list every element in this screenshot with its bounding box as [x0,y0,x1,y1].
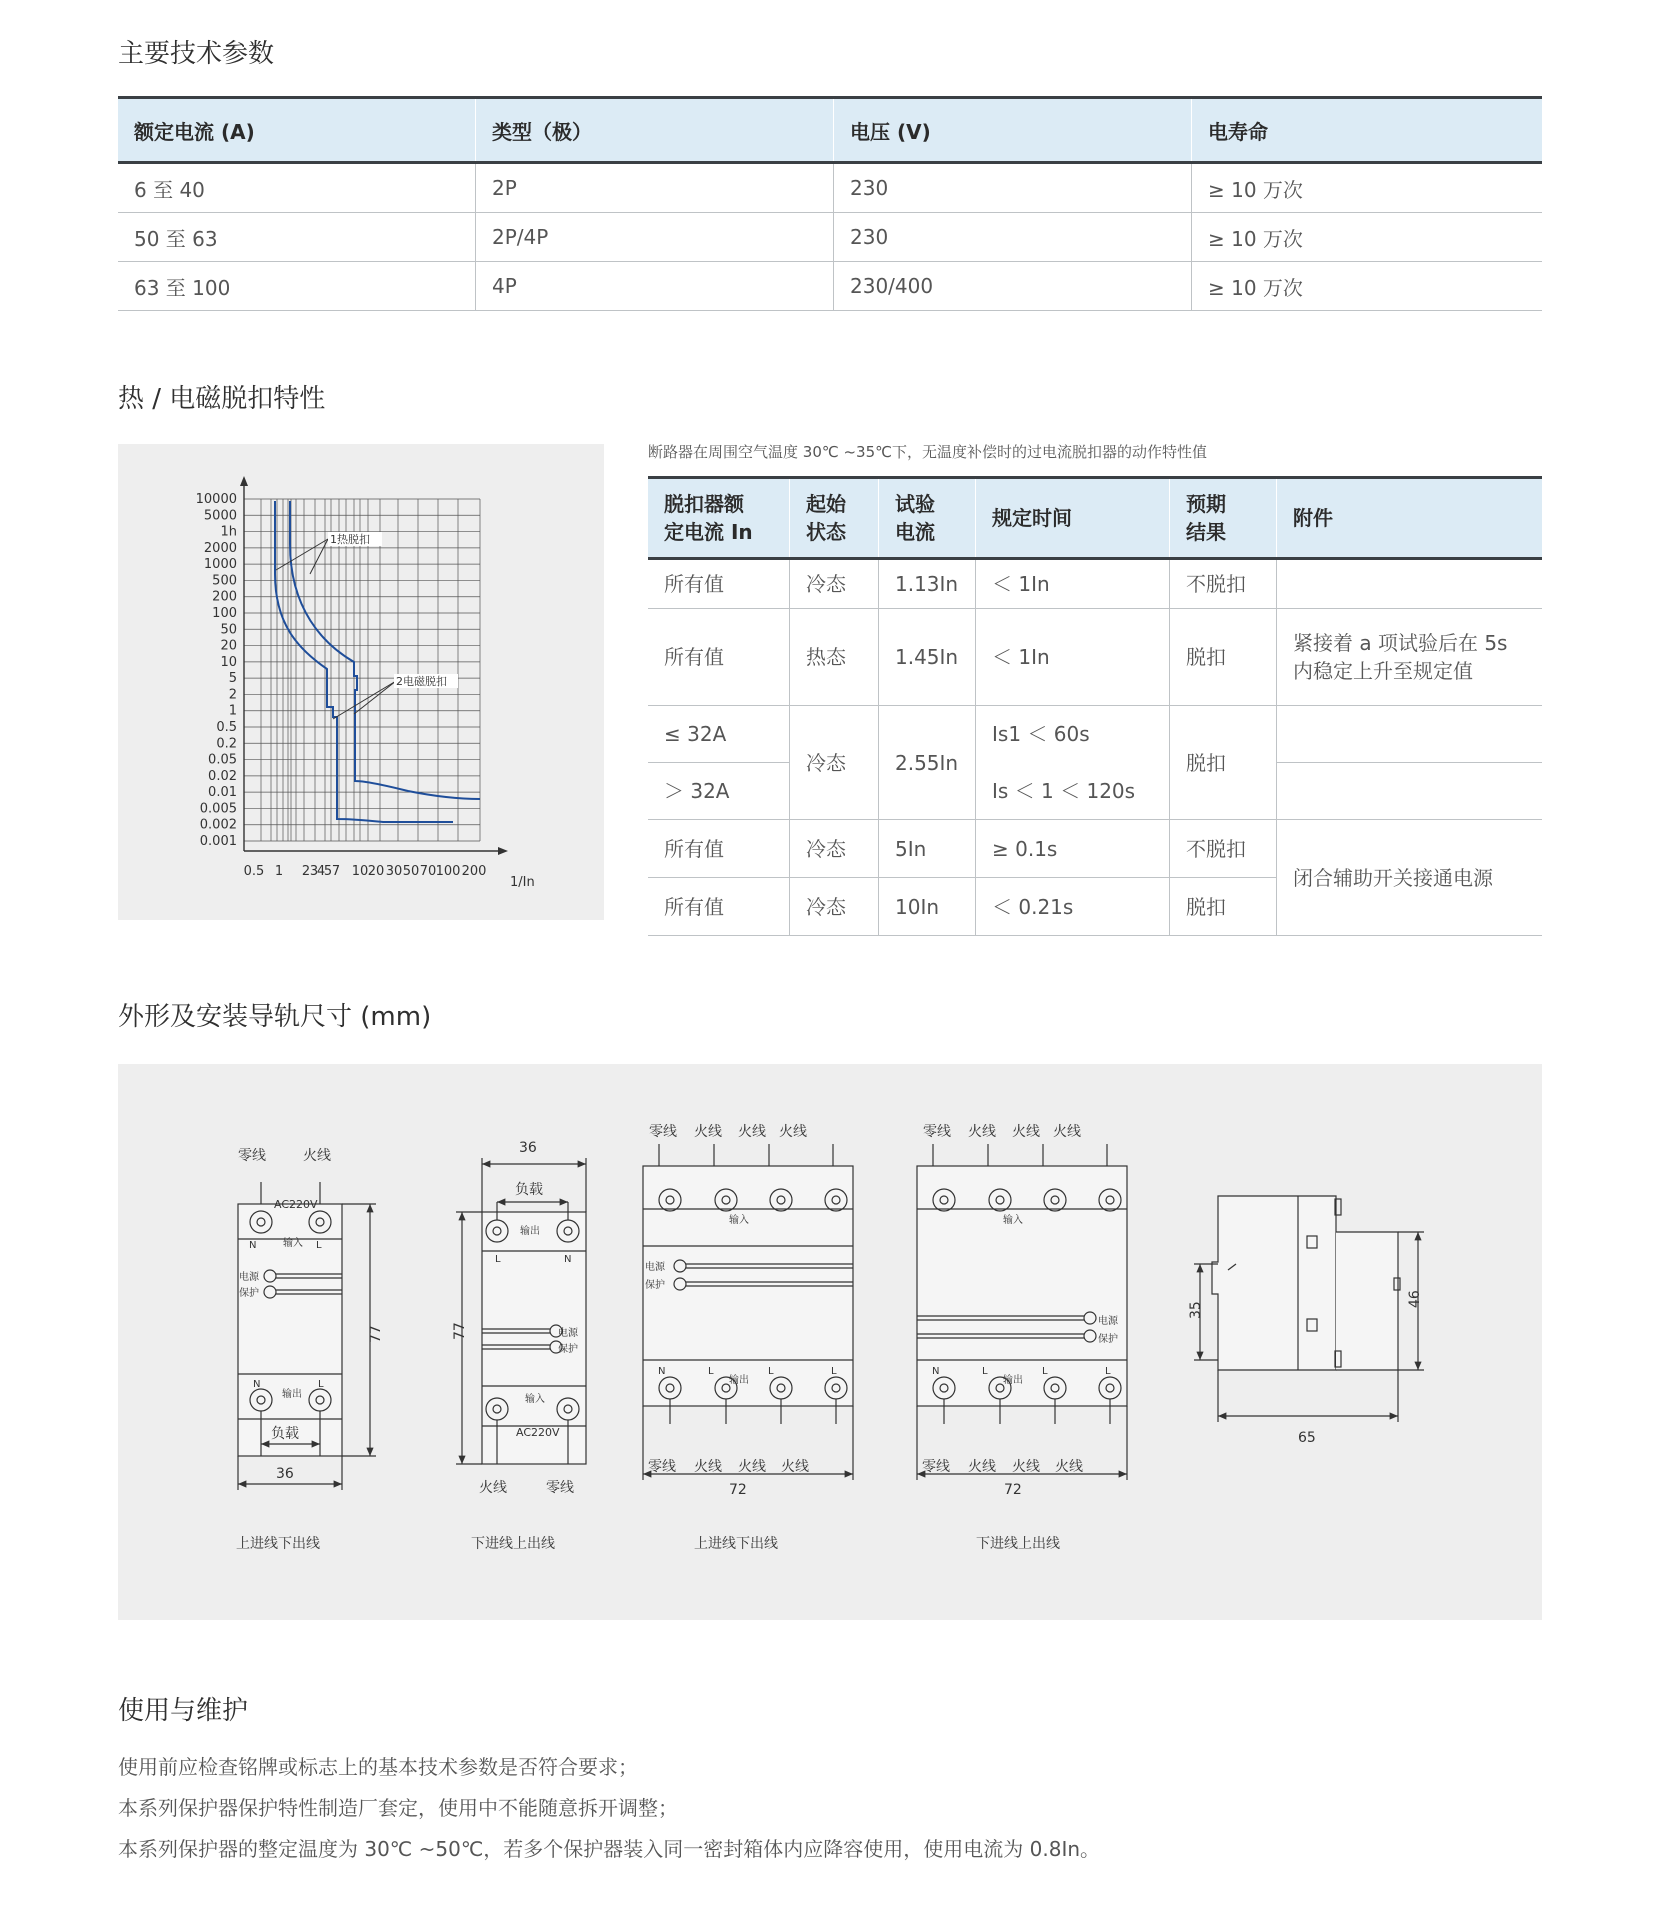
svg-text:负载: 负载 [515,1182,543,1198]
svg-text:L: L [318,1379,324,1390]
table-cell: 2P/4P [476,213,834,262]
svg-text:L: L [708,1366,714,1377]
y-tick-label: 0.002 [199,817,237,833]
svg-text:下进线上出线: 下进线上出线 [471,1536,555,1552]
svg-text:35: 35 [1188,1301,1204,1319]
trip-header-test: 试验 电流 [879,478,976,559]
table-cell: 热态 [790,609,879,706]
svg-text:保护: 保护 [239,1288,259,1299]
svg-text:火线: 火线 [779,1124,807,1140]
svg-text:36: 36 [276,1466,294,1482]
svg-text:电源: 电源 [558,1328,578,1339]
y-tick-label: 0.5 [216,720,237,735]
svg-text:输入: 输入 [525,1394,545,1405]
table-cell: 不脱扣 [1170,559,1277,609]
y-tick-label: 100 [212,606,237,621]
y-tick-label: 0.001 [199,834,237,849]
svg-text:77: 77 [452,1322,468,1340]
spec-table [118,96,1542,311]
table-cell: 10In [879,878,976,936]
svg-text:46: 46 [1407,1290,1423,1308]
table-row [648,559,1542,609]
x-tick-label: 1 [274,864,284,879]
svg-text:AC220V: AC220V [516,1426,560,1439]
drawing-side-view [1194,1196,1424,1422]
y-tick-label: 0.02 [208,768,237,784]
svg-text:L: L [1105,1366,1111,1377]
table-cell: ＜ 1In [976,559,1170,609]
svg-text:火线: 火线 [479,1480,507,1496]
x-tick-label: 200 [461,864,487,879]
y-tick-label: 500 [212,573,237,589]
y-tick-label: 2000 [203,540,237,556]
usage-line-2: 本系列保护器保护特性制造厂套定，使用中不能随意拆开调整； [118,1796,678,1820]
table-row [648,820,1542,878]
y-tick-label: 0.01 [208,785,237,801]
svg-text:负载: 负载 [271,1426,299,1442]
y-tick-label: 10 [220,654,237,670]
x-tick-label: 100 [435,864,461,879]
svg-text:保护: 保护 [1098,1334,1118,1345]
table-cell: ＞ 32A [648,763,790,820]
y-tick-label: 20 [220,638,237,654]
table-cell: ≤ 32A [648,706,790,763]
trip-curve-panel [118,444,604,920]
table-row [118,213,1542,262]
svg-text:L: L [316,1240,322,1251]
svg-text:保护: 保护 [558,1344,578,1355]
svg-text:零线: 零线 [923,1124,951,1140]
table-cell: 所有值 [648,559,790,609]
dimension-drawings-panel [118,1064,1542,1620]
svg-text:N: N [932,1366,940,1377]
svg-text:AC220V: AC220V [274,1198,318,1211]
drawing-4p-bottom-in [917,1144,1127,1480]
table-cell: 5In [879,820,976,878]
svg-text:零线: 零线 [238,1148,266,1164]
svg-text:火线: 火线 [1012,1124,1040,1140]
svg-text:72: 72 [729,1482,747,1498]
x-tick-label: 70 [419,864,437,879]
svg-text:火线: 火线 [968,1124,996,1140]
magnetic-leader-1 [333,681,396,719]
drawing-4p-top-in [643,1144,853,1480]
table-cell [1277,706,1543,763]
svg-text:火线: 火线 [738,1124,766,1140]
table-cell: 2.55In [879,706,976,820]
svg-text:火线: 火线 [1055,1459,1083,1475]
spec-header-type: 类型（极） [476,98,834,163]
svg-text:36: 36 [519,1140,537,1156]
svg-text:下进线上出线: 下进线上出线 [976,1536,1060,1552]
table-cell: 脱扣 [1170,878,1277,936]
svg-text:火线: 火线 [738,1459,766,1475]
svg-text:电源: 电源 [645,1262,665,1273]
table-cell: 1.45In [879,609,976,706]
y-tick-label: 1 [228,703,237,719]
table-cell: 230 [834,163,1192,213]
svg-text:火线: 火线 [303,1148,331,1164]
svg-text:保护: 保护 [645,1280,665,1291]
x-tick-label: 0.5 [243,864,265,879]
x-tick-label: 10 [351,864,369,879]
thermal-curve-inner [275,501,453,822]
y-tick-label: 5000 [203,508,237,524]
dimension-drawings [118,1064,1542,1620]
svg-text:零线: 零线 [649,1124,677,1140]
spec-section-title: 主要技术参数 [118,39,275,69]
table-cell: ＜ 0.21s [976,878,1170,936]
drawing-2p-bottom-in [456,1158,586,1464]
table-row [118,262,1542,311]
y-tick-label: 10000 [195,492,237,507]
spec-header-voltage: 电压 (V) [834,98,1192,163]
svg-text:电源: 电源 [239,1272,259,1283]
table-cell: ≥ 10 万次 [1192,163,1543,213]
table-cell: ≥ 10 万次 [1192,213,1543,262]
table-row [648,706,1542,763]
table-row [648,609,1542,706]
thermal-curve-outer [290,501,480,799]
trip-curve-chart [118,444,604,920]
magnetic-label: 2电磁脱扣 [396,675,447,688]
table-cell: ≥ 10 万次 [1192,262,1543,311]
trip-header-row [648,478,1542,559]
table-cell: 63 至 100 [118,262,476,311]
y-tick-label: 50 [220,622,237,638]
svg-text:火线: 火线 [1012,1459,1040,1475]
usage-line-1: 使用前应检查铭牌或标志上的基本技术参数是否符合要求； [118,1755,638,1779]
table-cell: 脱扣 [1170,706,1277,820]
trip-curve-x-ticks [244,864,487,879]
trip-header-result: 预期 结果 [1170,478,1277,559]
y-tick-label: 5 [228,671,237,687]
svg-text:输出: 输出 [282,1389,302,1400]
y-tick-label: 0.005 [199,801,237,817]
svg-text:L: L [831,1366,837,1377]
svg-text:输入: 输入 [1003,1215,1023,1226]
svg-text:N: N [253,1379,261,1390]
y-tick-label: 0.2 [216,736,237,752]
x-tick-label: 30 [385,864,403,879]
table-cell: 230 [834,213,1192,262]
spec-header-life: 电寿命 [1192,98,1543,163]
y-tick-label: 0.05 [208,752,237,768]
svg-text:L: L [1042,1366,1048,1377]
x-tick-label: 4 [316,864,326,879]
svg-text:N: N [658,1366,666,1377]
x-tick-label: 20 [367,864,385,879]
svg-text:火线: 火线 [781,1459,809,1475]
table-cell: 不脱扣 [1170,820,1277,878]
table-cell: ＜ 1In [976,609,1170,706]
x-tick-label: 3 [309,864,319,879]
table-cell: 所有值 [648,609,790,706]
x-tick-label: 7 [331,864,341,879]
table-cell [1277,559,1543,609]
trip-section-title: 热 / 电磁脱扣特性 [118,384,326,414]
table-cell: 冷态 [790,706,879,820]
table-cell: Is1 ＜ 60s [976,706,1170,763]
svg-text:N: N [249,1240,257,1251]
table-cell: 闭合辅助开关接通电源 [1277,820,1543,936]
trip-header-time: 规定时间 [976,478,1170,559]
y-tick-label: 1000 [203,557,237,573]
svg-text:77: 77 [368,1325,384,1343]
y-tick-label: 200 [212,589,237,605]
spec-header-current: 额定电流 (A) [118,98,476,163]
trip-header-rated: 脱扣器额 定电流 In [648,478,790,559]
svg-text:输出: 输出 [1003,1375,1023,1386]
svg-text:72: 72 [1004,1482,1022,1498]
table-cell: 50 至 63 [118,213,476,262]
svg-text:L: L [495,1254,501,1265]
svg-text:65: 65 [1298,1430,1316,1446]
x-axis-label: 1/In [510,875,535,890]
table-cell: 4P [476,262,834,311]
svg-text:零线: 零线 [546,1480,574,1496]
x-tick-label: 2 [301,864,311,879]
svg-text:火线: 火线 [1053,1124,1081,1140]
trip-curve-y-ticks [196,492,237,849]
trip-curve-grid [244,499,480,841]
svg-text:L: L [768,1366,774,1377]
svg-text:火线: 火线 [968,1459,996,1475]
table-cell: 所有值 [648,820,790,878]
table-cell: ≥ 0.1s [976,820,1170,878]
svg-text:火线: 火线 [694,1124,722,1140]
svg-text:上进线下出线: 上进线下出线 [236,1536,320,1552]
svg-text:输出: 输出 [729,1375,749,1386]
dims-section-title: 外形及安装导轨尺寸 (mm) [118,1002,432,1032]
svg-text:N: N [564,1254,572,1265]
svg-text:火线: 火线 [694,1459,722,1475]
svg-text:输入: 输入 [283,1238,303,1249]
table-cell: 脱扣 [1170,609,1277,706]
svg-text:输入: 输入 [729,1215,749,1226]
table-cell: 1.13In [879,559,976,609]
table-cell: 紧接着 a 项试验后在 5s 内稳定上升至规定值 [1277,609,1543,706]
svg-text:零线: 零线 [922,1459,950,1475]
table-cell: 230/400 [834,262,1192,311]
table-cell [1277,763,1543,820]
svg-text:电源: 电源 [1098,1316,1118,1327]
svg-text:输出: 输出 [520,1226,540,1237]
trip-header-attach: 附件 [1277,478,1543,559]
usage-line-3: 本系列保护器的整定温度为 30℃ ~50℃，若多个保护器装入同一密封箱体内应降容使用，使用电流为 0.8In。 [118,1837,1101,1861]
table-row [118,163,1542,213]
table-cell: 2P [476,163,834,213]
spec-header-row [118,98,1542,163]
table-cell: 冷态 [790,820,879,878]
svg-text:零线: 零线 [648,1459,676,1475]
table-cell: 冷态 [790,878,879,936]
trip-table-note: 断路器在周围空气温度 30℃ ~35℃下，无温度补偿时的过电流脱扣器的动作特性值 [648,443,1207,461]
y-tick-label: 1h [220,524,237,540]
svg-text:上进线下出线: 上进线下出线 [694,1536,778,1552]
svg-text:L: L [982,1366,988,1377]
x-tick-label: 50 [402,864,420,879]
table-cell: Is ＜ 1 ＜ 120s [976,763,1170,820]
x-tick-label: 5 [323,864,333,879]
y-axis-arrow [240,476,248,486]
table-cell: 6 至 40 [118,163,476,213]
table-row [648,763,1542,820]
thermal-label: 1热脱扣 [330,533,370,546]
usage-section-title: 使用与维护 [118,1696,249,1726]
trip-table [648,476,1542,936]
trip-header-state: 起始 状态 [790,478,879,559]
table-cell: 冷态 [790,559,879,609]
drawing-2p-top-in [238,1182,376,1490]
y-tick-label: 2 [228,687,237,703]
x-axis-arrow [498,847,508,855]
table-cell: 所有值 [648,878,790,936]
